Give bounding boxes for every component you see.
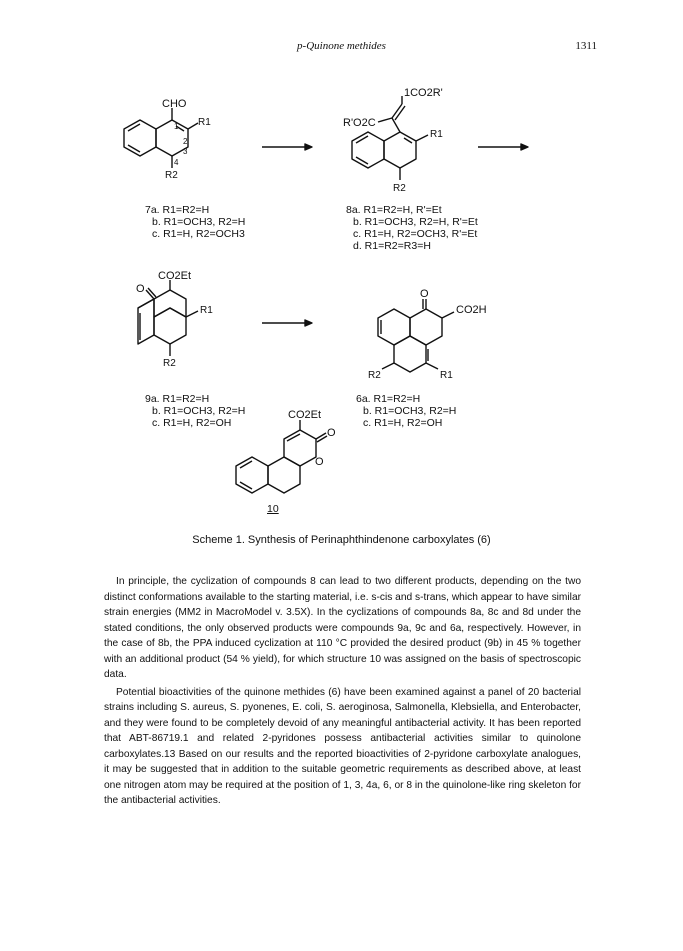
svg-text:1: 1 xyxy=(174,122,179,131)
co2r-label: 1CO2R' xyxy=(404,87,443,99)
structure-9 xyxy=(136,270,213,369)
compound-7b: b. R1=OCH3, R2=H xyxy=(152,216,246,228)
svg-text:O: O xyxy=(315,456,324,468)
co2et-label-9: CO2Et xyxy=(158,270,192,282)
structure-8 xyxy=(343,87,443,194)
svg-text:O: O xyxy=(420,288,429,300)
compound-9b: b. R1=OCH3, R2=H xyxy=(152,405,246,417)
svg-text:R1: R1 xyxy=(440,370,453,381)
compound-8c: c. R1=H, R2=OCH3, R'=Et xyxy=(353,228,478,240)
svg-text:R1: R1 xyxy=(430,129,443,140)
compound-6a: 6a. R1=R2=H xyxy=(356,393,421,405)
scheme-caption: Scheme 1. Synthesis of Perinaphthindenone carboxylates (6) xyxy=(192,534,491,546)
svg-text:R1: R1 xyxy=(200,305,213,316)
svg-text:4: 4 xyxy=(174,158,179,167)
compound-8d: d. R1=R2=R3=H xyxy=(353,240,431,252)
svg-text:O: O xyxy=(327,427,336,439)
svg-text:O: O xyxy=(136,283,145,295)
compound-10-label: 10 xyxy=(267,503,279,515)
page-number: 1311 xyxy=(575,40,597,52)
co2h-label: CO2H xyxy=(456,304,487,316)
compound-9a: 9a. R1=R2=H xyxy=(145,393,210,405)
compound-6-list xyxy=(356,393,456,429)
compound-7a: 7a. R1=R2=H xyxy=(145,204,210,216)
compound-7-list xyxy=(145,204,245,240)
svg-text:R2: R2 xyxy=(163,358,176,369)
structure-6 xyxy=(368,288,487,381)
compound-9-list xyxy=(145,393,245,429)
svg-text:R2: R2 xyxy=(368,370,381,381)
cho-label: CHO xyxy=(162,98,187,110)
co2et-label-10: CO2Et xyxy=(288,409,322,421)
compound-7c: c. R1=H, R2=OCH3 xyxy=(152,228,245,240)
running-header-title: p-Quinone methides xyxy=(297,40,386,52)
compound-6c: c. R1=H, R2=OH xyxy=(363,417,443,429)
r2-label: R2 xyxy=(165,170,178,181)
compound-6b: b. R1=OCH3, R2=H xyxy=(363,405,457,417)
compound-8b: b. R1=OCH3, R2=H, R'=Et xyxy=(353,216,478,228)
structure-10 xyxy=(236,409,336,493)
svg-text:2: 2 xyxy=(183,137,188,146)
ro2c-label: R'O2C xyxy=(343,117,376,129)
r1-label: R1 xyxy=(198,117,211,128)
structure-7 xyxy=(124,98,211,181)
body-text xyxy=(104,574,581,809)
compound-8a: 8a. R1=R2=H, R'=Et xyxy=(346,204,442,216)
paragraph-1: In principle, the cyclization of compounds 8 can lead to two different products, depending on the two distinct conformations available to the starting material, i.e. s-cis and s-trans, which appear to have similar strain energies (MM2 in MacroModel v. 3.5X). In the cyclizations of compounds 8a, 8c and 8d under the stated conditions, the only observed products were compounds 9a, 9c and 6a, respectively. However, in the case of 8b, the PPA induced cyclization at 110 °C provided the desired product (9b) in 45 % together with an additional product (54 % yield), for which structure 10 was assigned on the basis of spectroscopic data. xyxy=(104,576,581,680)
svg-text:R2: R2 xyxy=(393,183,406,194)
svg-text:3: 3 xyxy=(183,147,188,156)
compound-8-list xyxy=(346,204,478,252)
paragraph-2: Potential bioactivities of the quinone methides (6) have been examined against a panel of 20 bacterial strains including S. aureus, S. pyonenes, E. coli, S. aeroginosa, Salmonella, Klebsiella, and Enterobacter, and they were found to be completely devoid of any meaningful antibacterial activity. It has been reported that ABT-86719.1 and related 2-pyridones possess antibacterial activities similar to quinolone carboxylates.13 Based on our results and the reported bioactivities of 2-pyridone carboxylate analogues, it may be suggested that in addition to the suitable geometric requirements as described above, at least one nitrogen atom may be required at the position of 1, 3, 4a, 6, or 8 in the quinolone-like ring skeleton for the antibacterial activities. xyxy=(104,686,581,806)
compound-9c: c. R1=H, R2=OH xyxy=(152,417,232,429)
